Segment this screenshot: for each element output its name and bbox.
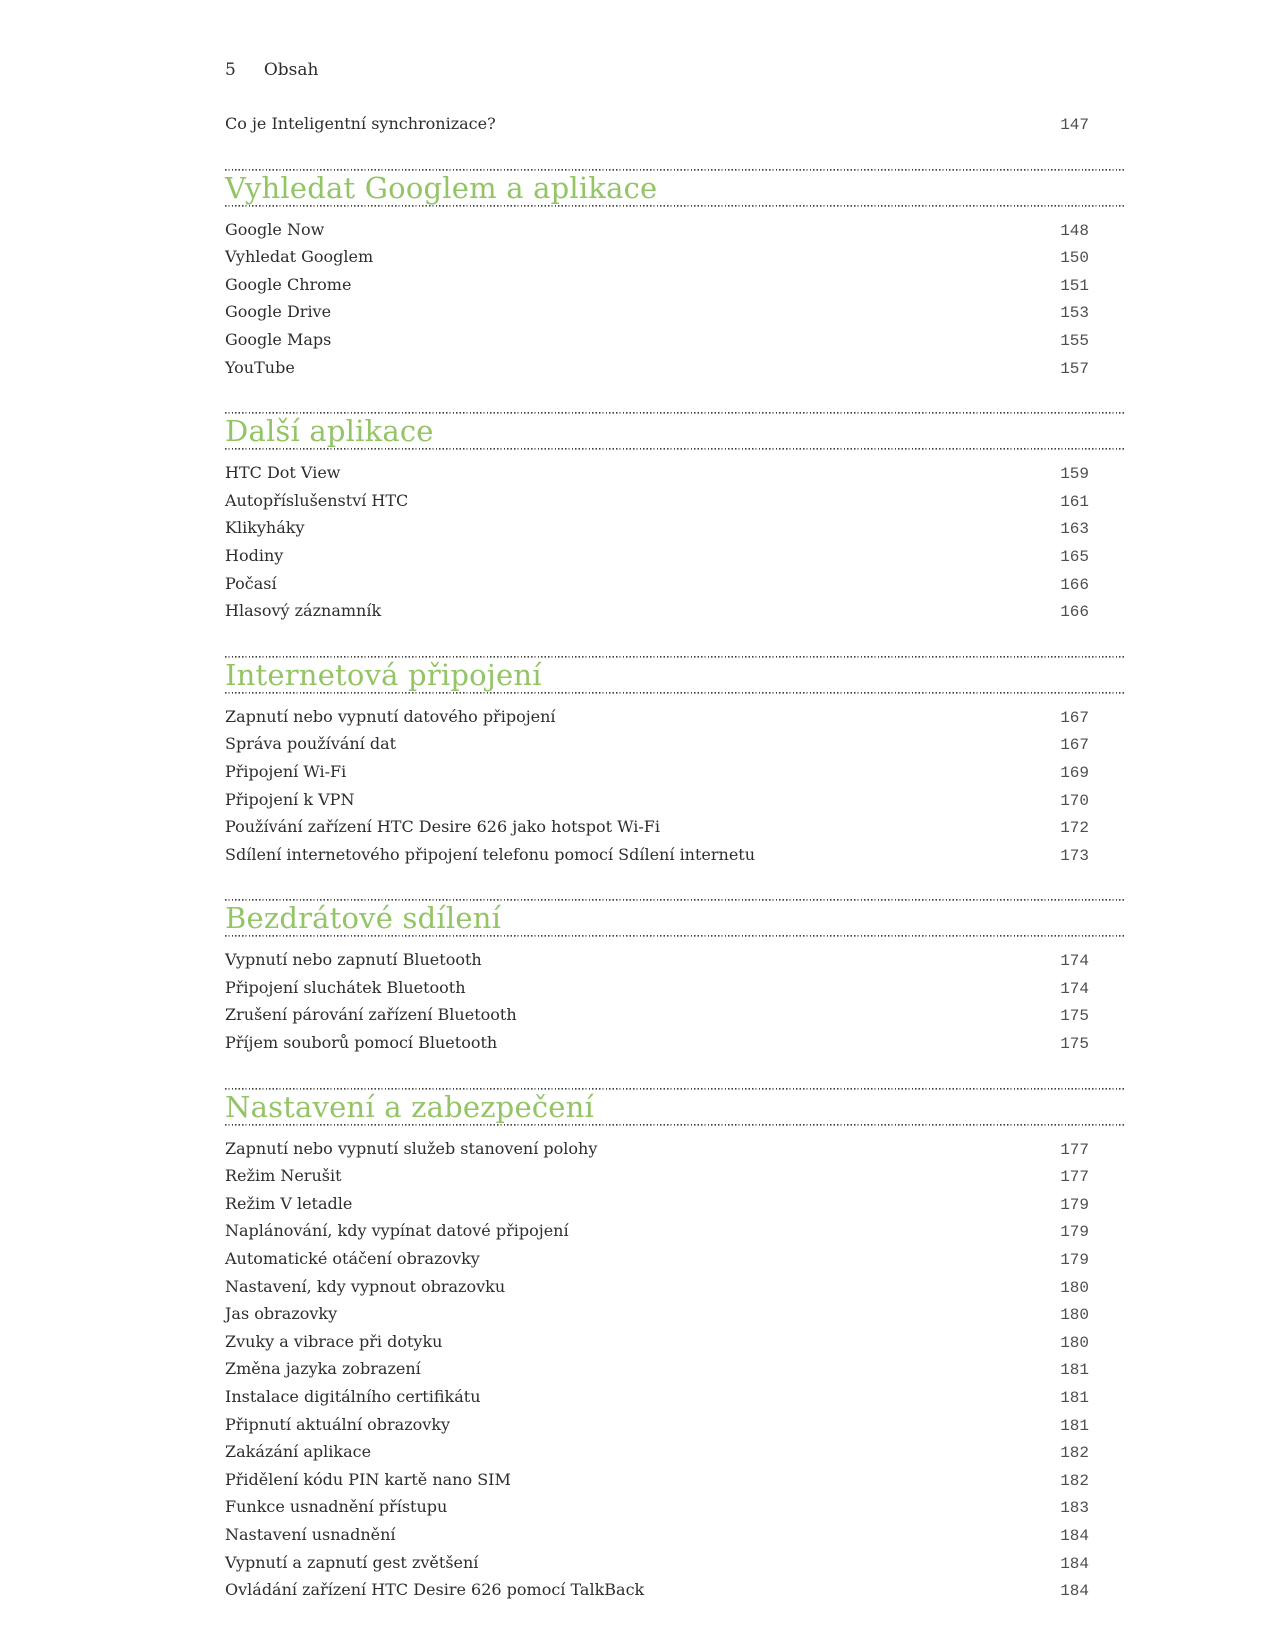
toc-entry[interactable] <box>225 975 1125 1003</box>
toc-entry-page: 170 <box>1060 791 1089 810</box>
section-entries <box>225 937 1125 1057</box>
toc-entry-label: Zrušení párování zařízení Bluetooth <box>225 1005 517 1025</box>
leading-entries <box>225 111 1125 139</box>
toc-entry-label: Vyhledat Googlem <box>225 247 374 267</box>
toc-entry[interactable] <box>225 571 1125 599</box>
toc-entry[interactable] <box>225 704 1125 732</box>
toc-entry-page: 179 <box>1060 1223 1089 1242</box>
toc-entry-page: 182 <box>1060 1444 1089 1463</box>
toc-entry-label: Google Chrome <box>225 274 352 294</box>
toc-entry-page: 172 <box>1060 819 1089 838</box>
toc-entry-page: 183 <box>1060 1499 1089 1518</box>
toc-entry-page: 166 <box>1060 603 1089 622</box>
toc-entry[interactable] <box>225 515 1125 543</box>
toc-entry-page: 175 <box>1060 1035 1089 1054</box>
toc-entry-label: Zakázání aplikace <box>225 1442 372 1462</box>
toc-entry-page: 175 <box>1060 1007 1089 1026</box>
toc-entry-page: 173 <box>1060 846 1089 865</box>
toc-entry[interactable] <box>225 842 1125 870</box>
section-title: Vyhledat Googlem a aplikace <box>225 170 658 205</box>
toc-entry-label: Klikyháky <box>225 518 305 538</box>
toc-entry-label: Google Now <box>225 219 325 239</box>
toc-entry-label: Google Drive <box>225 302 332 322</box>
toc-entry-label: Naplánování, kdy vypínat datové připojení <box>225 1221 569 1241</box>
toc-entry[interactable] <box>225 947 1125 975</box>
toc-entry-label: Zapnutí nebo vypnutí datového připojení <box>225 706 556 726</box>
toc-entry-page: 181 <box>1060 1361 1089 1380</box>
section-title: Nastavení a zabezpečení <box>225 1089 594 1124</box>
toc-entry-label: Nastavení, kdy vypnout obrazovku <box>225 1276 506 1296</box>
toc-entry[interactable] <box>225 1494 1125 1522</box>
toc-entry[interactable] <box>225 1467 1125 1495</box>
toc-entry[interactable] <box>225 1577 1125 1605</box>
toc-entry-page: 184 <box>1060 1526 1089 1545</box>
section-title: Internetová připojení <box>225 657 542 692</box>
toc-entry-label: Změna jazyka zobrazení <box>225 1359 421 1379</box>
toc-section <box>225 656 1125 870</box>
toc-entry-label: Příjem souborů pomocí Bluetooth <box>225 1033 498 1053</box>
toc-entry-page: 161 <box>1060 492 1089 511</box>
toc-entry-label: YouTube <box>225 357 295 377</box>
toc-entry-label: Připojení Wi-Fi <box>225 761 347 781</box>
toc-entry-page: 163 <box>1060 520 1089 539</box>
toc-entry-label: Zapnutí nebo vypnutí služeb stanovení polohy <box>225 1138 598 1158</box>
toc-entry-label: Hlasový záznamník <box>225 601 382 621</box>
toc-entry[interactable] <box>225 355 1125 383</box>
section-title: Bezdrátové sdílení <box>225 901 502 936</box>
toc-entry-page: 182 <box>1060 1471 1089 1490</box>
toc-entry[interactable] <box>225 598 1125 626</box>
toc-entry-page: 174 <box>1060 979 1089 998</box>
toc-entry[interactable] <box>225 1439 1125 1467</box>
toc-entry-label: HTC Dot View <box>225 463 341 483</box>
toc-entry-label: Připojení k VPN <box>225 789 355 809</box>
toc-entry[interactable] <box>225 1246 1125 1274</box>
toc-entry[interactable] <box>225 1274 1125 1302</box>
toc-entry-label: Vypnutí a zapnutí gest zvětšení <box>225 1552 479 1572</box>
section-entries <box>225 450 1125 626</box>
toc-entry-label: Sdílení internetového připojení telefonu pomocí Sdílení internetu <box>225 844 756 864</box>
toc-entry[interactable] <box>225 1301 1125 1329</box>
toc-entry-page: 165 <box>1060 547 1089 566</box>
toc-entry[interactable] <box>225 759 1125 787</box>
page-header <box>225 60 1125 80</box>
toc-entry-page: 179 <box>1060 1195 1089 1214</box>
document-title: Obsah <box>263 60 319 80</box>
toc-entry[interactable] <box>225 460 1125 488</box>
toc-entry-label: Instalace digitálního certifikátu <box>225 1387 481 1406</box>
toc-entry-page: 181 <box>1060 1389 1089 1407</box>
sections <box>225 169 1125 1605</box>
toc-entry-label: Funkce usnadnění přístupu <box>225 1497 448 1517</box>
page-number: 5 <box>225 60 236 80</box>
toc-entry-label: Co je Inteligentní synchronizace? <box>225 114 496 133</box>
toc-entry-label: Jas obrazovky <box>225 1304 338 1324</box>
toc-entry-label: Počasí <box>225 573 277 593</box>
toc-entry[interactable] <box>225 1329 1125 1357</box>
toc-entry-page: 180 <box>1060 1278 1089 1297</box>
toc-entry[interactable] <box>225 299 1125 327</box>
toc-entry[interactable] <box>225 787 1125 815</box>
toc-entry-page: 159 <box>1060 465 1089 484</box>
toc-entry-page: 150 <box>1060 249 1089 268</box>
section-title: Další aplikace <box>225 414 434 449</box>
toc-entry[interactable] <box>225 1218 1125 1246</box>
toc-entry[interactable] <box>225 488 1125 516</box>
toc-entry[interactable] <box>225 244 1125 272</box>
toc-entry[interactable] <box>225 1163 1125 1191</box>
toc-entry-page: 184 <box>1060 1582 1089 1601</box>
toc-entry[interactable] <box>225 272 1125 300</box>
toc-entry-page: 181 <box>1060 1416 1089 1435</box>
toc-entry[interactable] <box>225 814 1125 842</box>
toc-entry[interactable] <box>225 1550 1125 1578</box>
toc-entry-label: Přidělení kódu PIN kartě nano SIM <box>225 1469 511 1489</box>
toc-entry[interactable] <box>225 1030 1125 1058</box>
toc-entry-label: Používání zařízení HTC Desire 626 jako hotspot Wi-Fi <box>225 817 661 837</box>
toc-entry-label: Autopříslušenství HTC <box>225 490 409 510</box>
toc-entry-page: 157 <box>1060 359 1089 378</box>
toc-entry-page: 174 <box>1060 952 1089 971</box>
toc-section <box>225 412 1125 626</box>
toc-entry-page: 155 <box>1060 331 1089 350</box>
toc-entry-page: 148 <box>1060 221 1089 240</box>
toc-entry-page: 177 <box>1060 1168 1089 1187</box>
toc-entry[interactable] <box>225 1522 1125 1550</box>
toc-entry-page: 169 <box>1060 763 1089 782</box>
toc-entry-page: 177 <box>1060 1140 1089 1159</box>
toc-entry[interactable] <box>225 1191 1125 1219</box>
toc-entry-label: Režim Nerušit <box>225 1166 342 1186</box>
toc-entry-page: 167 <box>1060 708 1089 727</box>
toc-entry-label: Zvuky a vibrace při dotyku <box>225 1331 443 1351</box>
toc-entry[interactable] <box>225 1356 1125 1384</box>
toc-section <box>225 169 1125 383</box>
toc-entry[interactable] <box>225 1412 1125 1440</box>
toc-entry[interactable] <box>225 217 1125 245</box>
toc-entry[interactable] <box>225 1136 1125 1164</box>
section-entries <box>225 207 1125 383</box>
section-entries <box>225 1126 1125 1605</box>
toc-entry-page: 179 <box>1060 1251 1089 1270</box>
toc-entry-label: Správa používání dat <box>225 734 397 754</box>
toc-entry-label: Nastavení usnadnění <box>225 1524 396 1544</box>
toc-entry[interactable] <box>225 1002 1125 1030</box>
toc-entry-page: 180 <box>1060 1333 1089 1352</box>
toc-entry[interactable] <box>225 327 1125 355</box>
toc-entry-label: Vypnutí nebo zapnutí Bluetooth <box>225 950 482 970</box>
toc-entry-page: 180 <box>1060 1306 1089 1325</box>
toc-section <box>225 899 1125 1057</box>
toc-entry-page: 153 <box>1060 304 1089 323</box>
toc-entry-label: Připnutí aktuální obrazovky <box>225 1414 451 1434</box>
toc-entry-page: 166 <box>1060 575 1089 594</box>
toc-entry-page: 184 <box>1060 1554 1089 1573</box>
toc-section <box>225 1088 1125 1605</box>
toc-entry[interactable] <box>225 111 1125 139</box>
toc-entry-page: 147 <box>1060 116 1089 134</box>
toc-entry-label: Automatické otáčení obrazovky <box>225 1249 480 1269</box>
toc-entry[interactable] <box>225 731 1125 759</box>
toc-entry-page: 167 <box>1060 736 1089 755</box>
toc-entry-label: Ovládání zařízení HTC Desire 626 pomocí TalkBack <box>225 1580 645 1600</box>
toc-entry[interactable] <box>225 1384 1125 1412</box>
toc-entry-label: Připojení sluchátek Bluetooth <box>225 977 466 997</box>
toc-entry-label: Hodiny <box>225 545 284 565</box>
toc-entry-label: Režim V letadle <box>225 1193 353 1213</box>
toc-entry[interactable] <box>225 543 1125 571</box>
toc-entry-page: 151 <box>1060 276 1089 295</box>
toc-entry-label: Google Maps <box>225 329 332 349</box>
section-entries <box>225 694 1125 870</box>
